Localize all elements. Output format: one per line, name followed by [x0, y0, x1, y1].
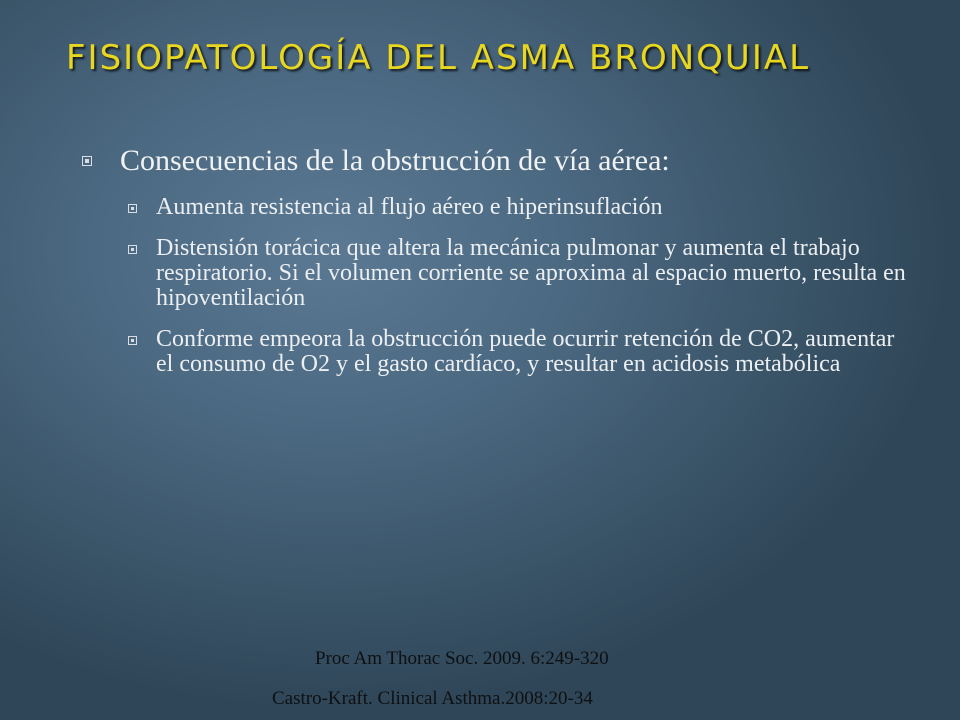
reference-citation: Castro-Kraft. Clinical Asthma.2008:20-34 [272, 688, 593, 709]
sub-bullet-text: Conforme empeora la obstrucción puede ocurrir retención de CO2, aumentar el consumo de O2 y el gasto cardíaco, y resultar en acidosis metabólica [156, 326, 895, 377]
sub-bullet-text: Distensión torácica que altera la mecánica pulmonar y aumenta el trabajo respiratorio. Si el volumen corriente se aproxima al espacio muerto, resulta en hipoventilación [156, 235, 906, 311]
square-bullet-icon [128, 336, 137, 345]
sub-bullet-text: Aumenta resistencia al flujo aéreo e hiperinsuflación [156, 194, 663, 220]
sub-bullet-list [82, 195, 912, 377]
sub-bullet-item [82, 236, 912, 311]
square-bullet-icon [128, 204, 137, 213]
square-bullet-icon [128, 245, 137, 254]
slide-title: FISIOPATOLOGÍA DEL ASMA BRONQUIAL [66, 38, 811, 78]
main-bullet-text: Consecuencias de la obstrucción de vía aérea: [120, 144, 670, 177]
sub-bullet-item [82, 327, 912, 377]
square-bullet-icon [82, 156, 92, 166]
sub-bullet-item [82, 195, 912, 220]
reference-citation: Proc Am Thorac Soc. 2009. 6:249-320 [315, 648, 609, 669]
main-bullet [82, 142, 912, 180]
slide-content [82, 142, 912, 377]
